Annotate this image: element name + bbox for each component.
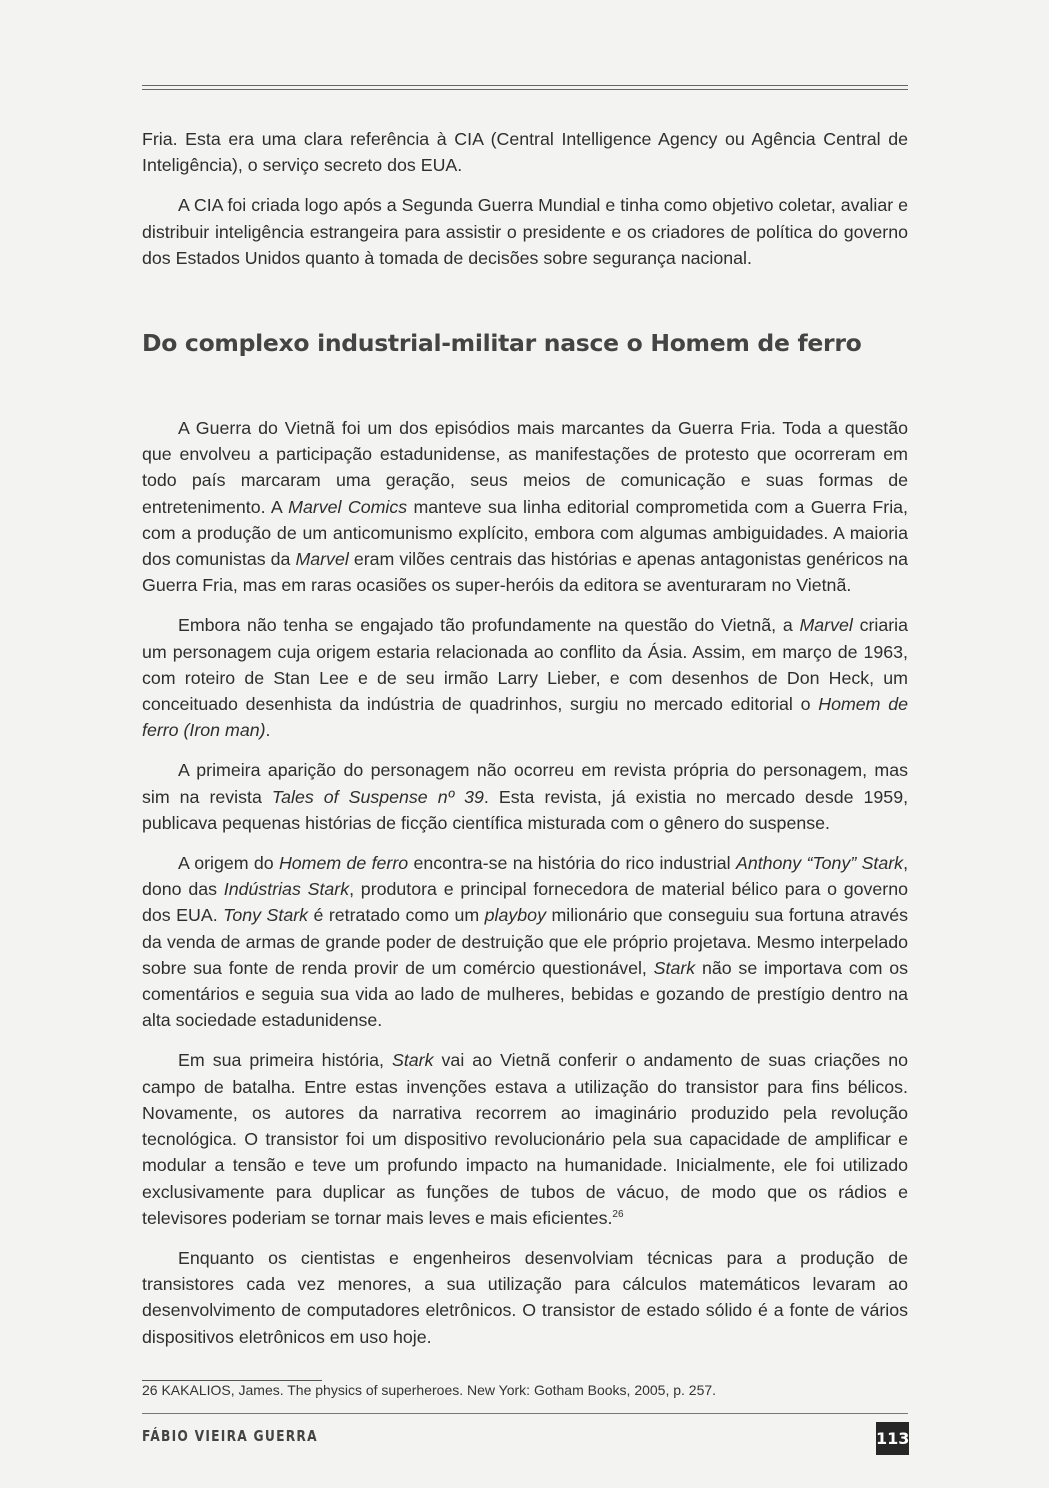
header-rule-bottom bbox=[142, 89, 908, 90]
paragraph-7: Em sua primeira história, Stark vai ao Vietnã conferir o andamento de suas criações no campo de batalha. Entre estas invenções estava a utilização do transistor para fins bélicos. Novamente, os autores da narrativa recorrem ao imaginário produzido pela revolução tecnológica. O transistor foi um dispositivo revolucionário pela sua capacidade de amplificar e modular a tensão e teve um profundo impacto na humanidade. Inicialmente, ele foi utilizado exclusivamente para duplicar as funções de tubos de vácuo, de modo que os rádios e televisores poderiam se tornar mais leves e mais eficientes.$^{26}$ bbox=[142, 1050, 908, 1228]
footnote-ref: 26 bbox=[612, 1208, 624, 1220]
footnote-separator bbox=[142, 1380, 322, 1381]
paragraph-6: A origem do Homem de ferro encontra-se na história do rico industrial Anthony “Tony” Stark, dono das Indústrias Stark, produtora e principal fornecedora de material bélico para o governo dos EUA. Tony Stark é retratado como um playboy milionário que conseguiu sua fortuna através da venda de armas de grande poder de destruição que ele próprio projetava. Mesmo interpelado sobre sua fonte de renda provir de um comércio questionável, Stark não se importava com os comentários e seguia sua vida ao lado de mulheres, bebidas e gozando de prestígio dentro na alta sociedade estadunidense. bbox=[142, 853, 909, 1031]
paragraph-1: Fria. Esta era uma clara referência à CIA (Central Intelligence Agency ou Agência Central de Inteligência), o serviço secreto dos EUA. bbox=[142, 129, 908, 176]
paragraph-4: Embora não tenha se engajado tão profundamente na questão do Vietnã, a Marvel criaria um personagem cuja origem estaria relacionada ao conflito da Ásia. Assim, em março de 1963, com roteiro de Stan Lee e de seu irmão Larry Lieber, e com desenhos de Don Heck, um conceituado desenhista da indústria de quadrinhos, surgiu no mercado editorial o Homem de ferro (Iron man). bbox=[142, 615, 908, 741]
page-number: 113 bbox=[876, 1422, 909, 1455]
header-rule-top bbox=[142, 85, 908, 86]
footnote: 26 KAKALIOS, James. The physics of superheroes. New York: Gotham Books, 2005, p. 257. bbox=[142, 1382, 717, 1398]
page-body bbox=[142, 126, 908, 1350]
paragraph-5: A primeira aparição do personagem não ocorreu em revista própria do personagem, mas sim na revista Tales of Suspense nº 39. Esta revista, já existia no mercado desde 1959, publicava pequenas histórias de ficção científica misturada com o gênero do suspense. bbox=[142, 760, 909, 833]
paragraph-2: A CIA foi criada logo após a Segunda Guerra Mundial e tinha como objetivo coletar, avaliar e distribuir inteligência estrangeira para assistir o presidente e os criadores de política do governo dos Estados Unidos quanto à tomada de decisões sobre segurança nacional. bbox=[142, 195, 908, 268]
section-heading: Do complexo industrial-militar nasce o Homem de ferro bbox=[142, 329, 862, 358]
footer-rule bbox=[142, 1413, 908, 1414]
footer-author: FÁBIO VIEIRA GUERRA bbox=[142, 1427, 318, 1445]
paragraph-3: A Guerra do Vietnã foi um dos episódios mais marcantes da Guerra Fria. Toda a questão que envolveu a participação estadunidense, as manifestações de protesto que ocorreram em todo país marcaram uma geração, seus meios de comunicação e suas formas de entretenimento. A Marvel Comics manteve sua linha editorial comprometida com a Guerra Fria, com a produção de um anticomunismo explícito, embora com algumas ambiguidades. A maioria dos comunistas da Marvel eram vilões centrais das histórias e apenas antagonistas genéricos na Guerra Fria, mas em raras ocasiões os super-heróis da editora se aventuraram no Vietnã. bbox=[142, 418, 909, 596]
paragraph-8: Enquanto os cientistas e engenheiros desenvolviam técnicas para a produção de transistores cada vez menores, a sua utilização para cálculos matemáticos levaram ao desenvolvimento de computadores eletrônicos. O transistor de estado sólido é a fonte de vários dispositivos eletrônicos em uso hoje. bbox=[142, 1247, 908, 1347]
